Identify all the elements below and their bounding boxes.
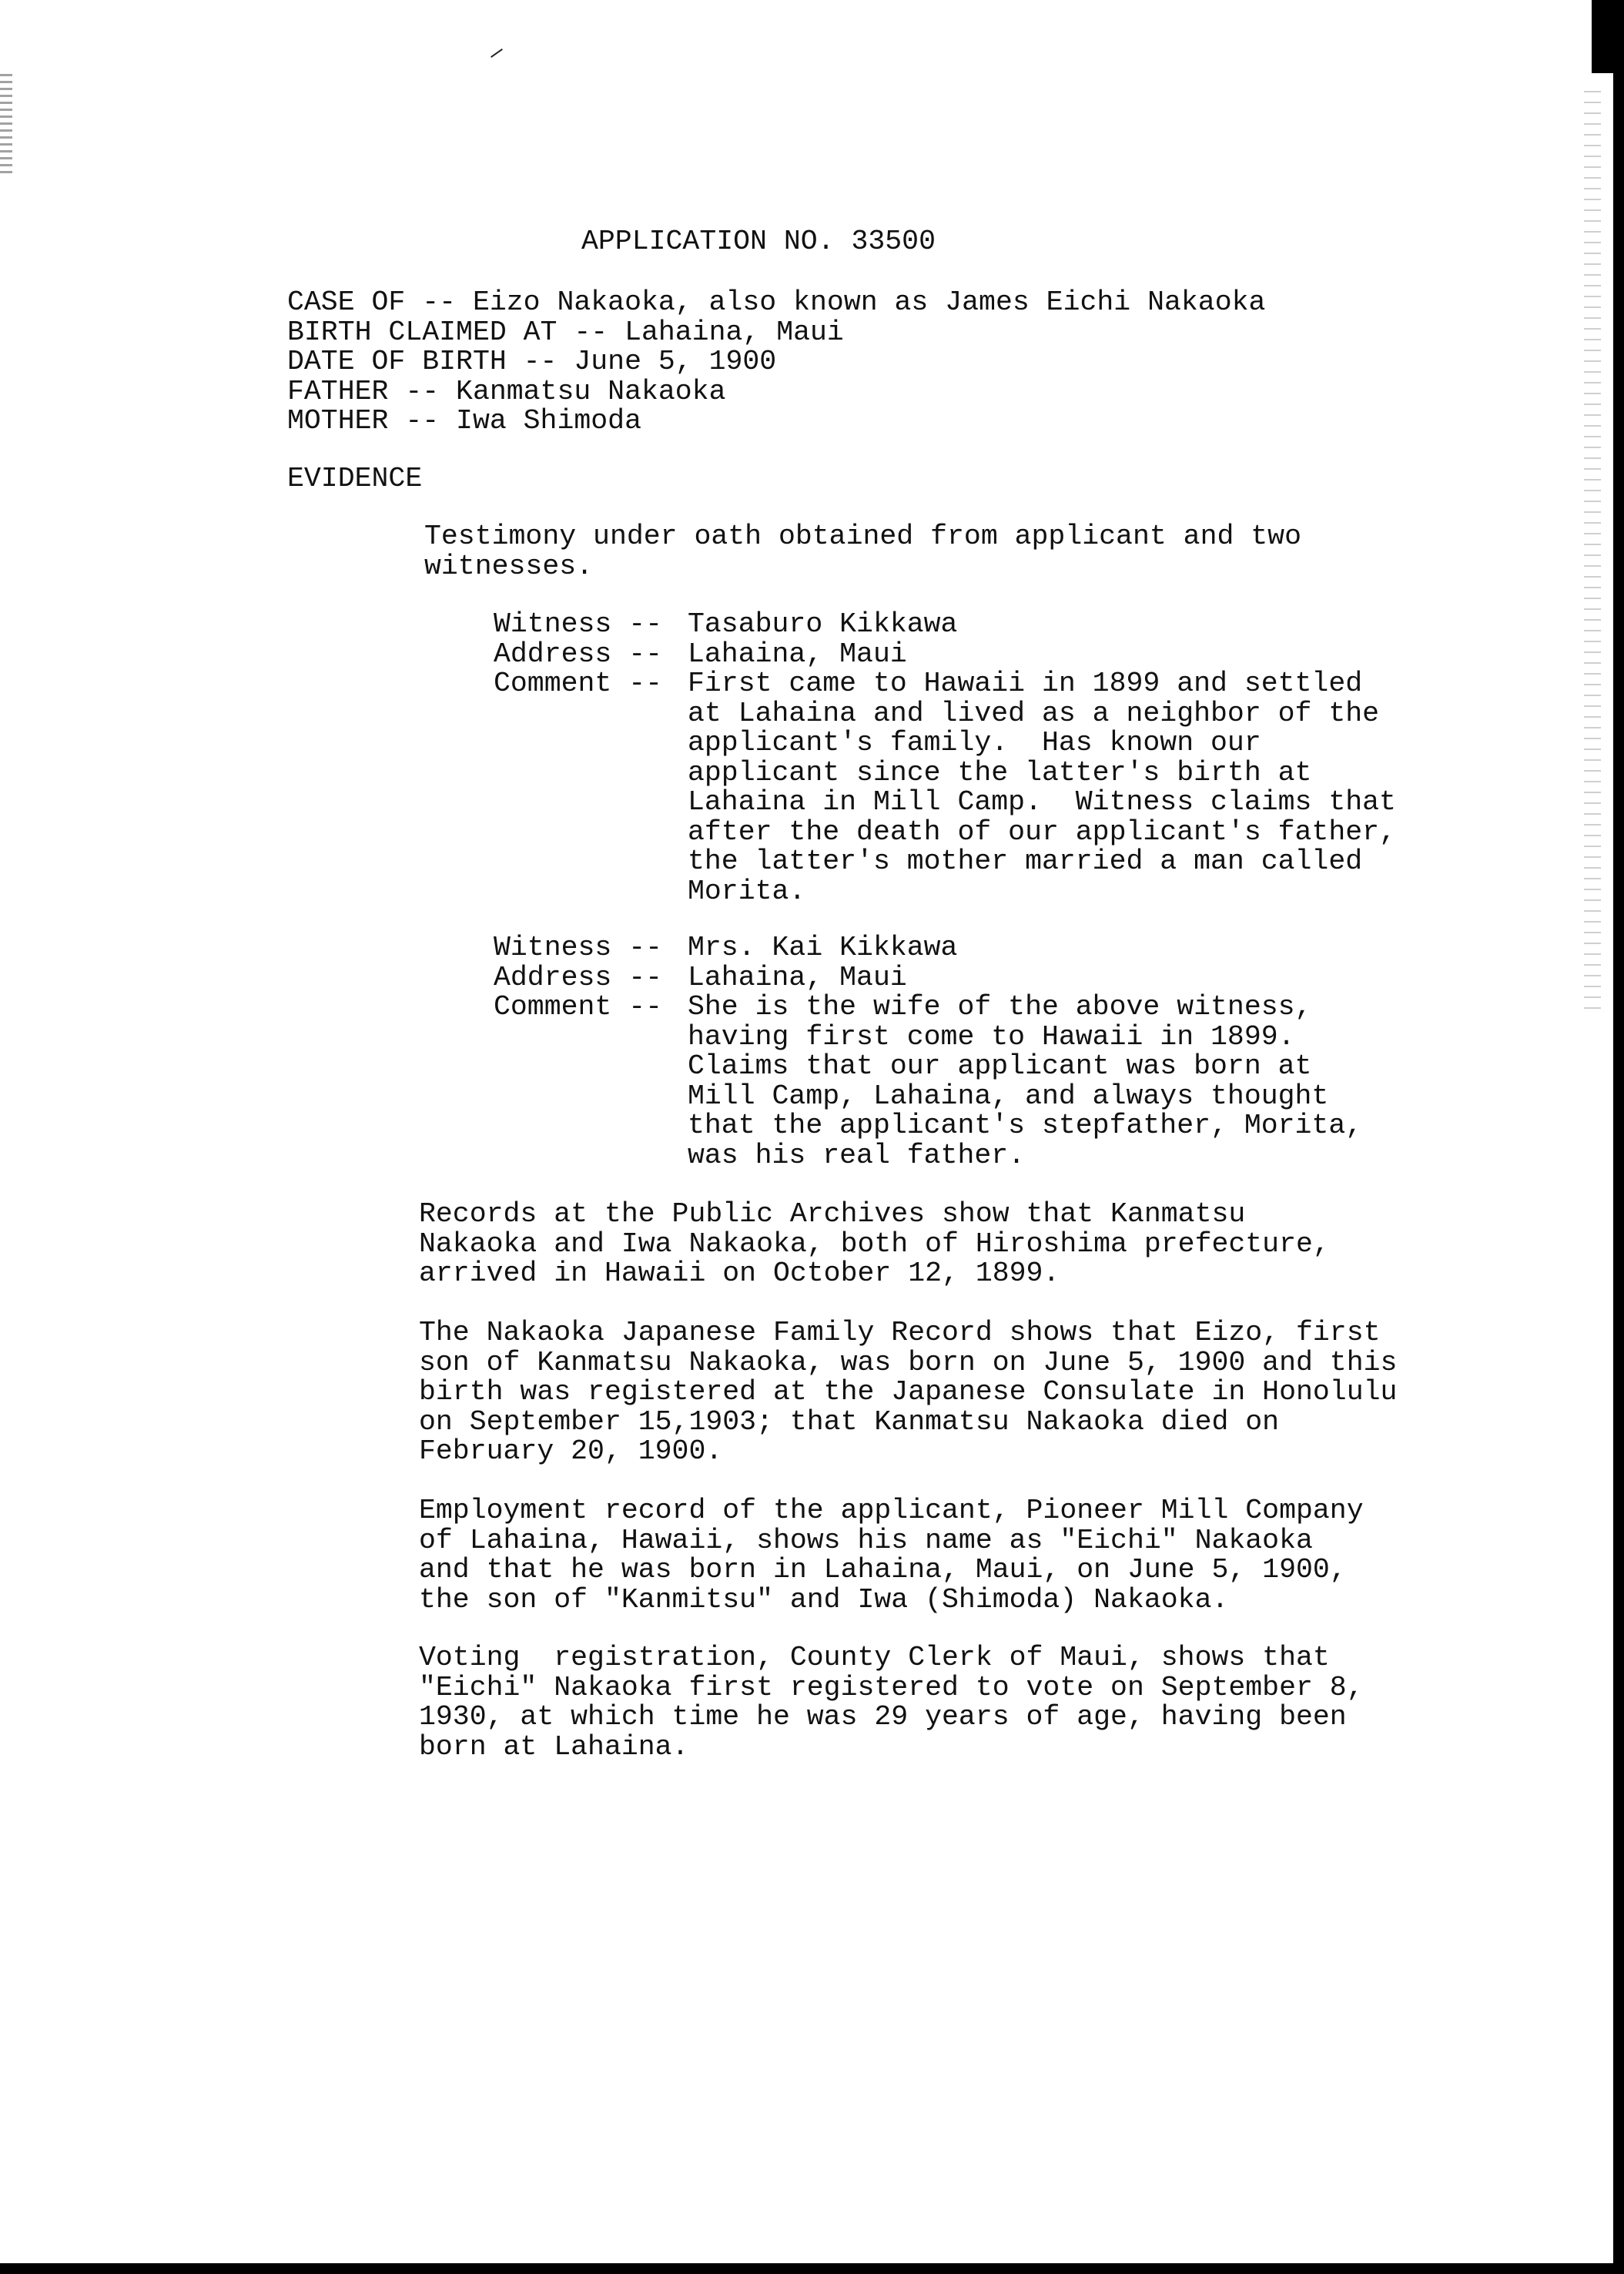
scan-edge-right: [1613, 0, 1624, 2274]
case-details: [287, 288, 1265, 437]
address-value: Lahaina, Maui: [688, 638, 907, 670]
witness-label: Witness --: [494, 608, 663, 640]
witness-row: [494, 610, 1396, 640]
comment-text: First came to Hawaii in 1899 and settled at Lahaina and lived as a neighbor of the applicant's family. Has known our applicant since the latter's birth at Lahaina in Mill Camp. Witness claims that after the death of our applicant's father, the latter's mother married a man called Morita.: [688, 668, 1396, 907]
family-record-paragraph: The Nakaoka Japanese Family Record shows that Eizo, first son of Kanmatsu Nakaoka, was born on June 5, 1900 and this birth was registered at the Japanese Consulate in Honolulu on September 15,1903; that Kanmatsu Nakaoka died on February 20, 1900.: [419, 1317, 1398, 1467]
address-label: Address --: [494, 638, 663, 670]
witness-entry: [494, 933, 1362, 1170]
witness-label: Witness --: [494, 932, 663, 963]
comment-label: Comment --: [494, 991, 663, 1023]
address-value: Lahaina, Maui: [688, 961, 907, 993]
father-line: FATHER -- Kanmatsu Nakaoka: [287, 375, 726, 407]
mother-line: MOTHER -- Iwa Shimoda: [287, 405, 641, 437]
comment-row: [494, 669, 1396, 906]
page-title: APPLICATION NO. 33500: [581, 226, 936, 257]
pen-mark: [491, 49, 503, 58]
scan-edge-right-top: [1592, 0, 1613, 73]
comment-label: Comment --: [494, 668, 663, 699]
address-row: [494, 963, 1362, 993]
case-of-line: CASE OF -- Eizo Nakaoka, also known as James Eichi Nakaoka: [287, 286, 1266, 318]
witness-name: Mrs. Kai Kikkawa: [688, 932, 958, 963]
scan-edge-right-noise: [1584, 85, 1601, 1009]
birth-claimed-line: BIRTH CLAIMED AT -- Lahaina, Maui: [287, 316, 844, 348]
scan-edge-left-noise: [0, 73, 12, 173]
witness-row: [494, 933, 1362, 963]
comment-row: [494, 993, 1362, 1170]
witness-name: Tasaburo Kikkawa: [688, 608, 958, 640]
date-of-birth-line: DATE OF BIRTH -- June 5, 1900: [287, 346, 777, 377]
testimony-paragraph: Testimony under oath obtained from applicant and two witnesses.: [424, 521, 1301, 582]
public-archives-paragraph: Records at the Public Archives show that Kanmatsu Nakaoka and Iwa Nakaoka, both of Hiroshima prefecture, arrived in Hawaii on October 12, 1899.: [419, 1198, 1330, 1289]
comment-text: She is the wife of the above witness, having first come to Hawaii in 1899. Claims that our applicant was born at Mill Camp, Lahaina, and always thought that the applicant's stepfather, Morita, was his real father.: [688, 991, 1363, 1171]
address-row: [494, 640, 1396, 670]
scan-edge-bottom: [0, 2263, 1624, 2274]
address-label: Address --: [494, 961, 663, 993]
employment-record-paragraph: Employment record of the applicant, Pioneer Mill Company of Lahaina, Hawaii, shows his name as "Eichi" Nakaoka and that he was born in Lahaina, Maui, on June 5, 1900, the son of "Kanmitsu" and Iwa (Shimoda) Nakaoka.: [419, 1495, 1364, 1616]
witness-entry: [494, 610, 1396, 906]
voting-registration-paragraph: Voting registration, County Clerk of Maui, shows that "Eichi" Nakaoka first registered to vote on September 8, 1930, at which time he was 29 years of age, having been born at Lahaina.: [419, 1642, 1364, 1763]
evidence-heading: EVIDENCE: [287, 463, 423, 494]
